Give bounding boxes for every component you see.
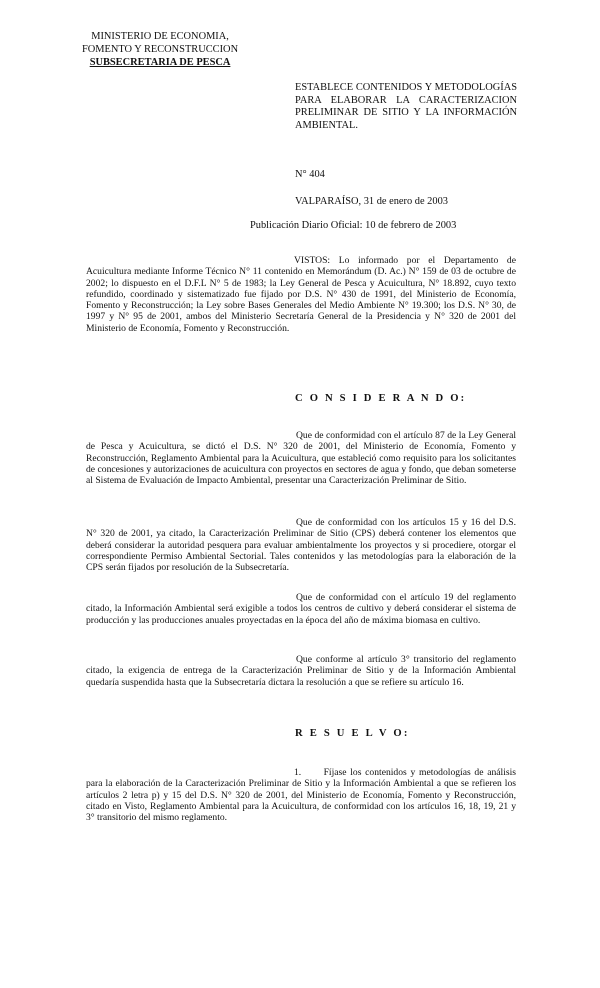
considerando-paragraph-4: Que conforme al artículo 3° transitorio del reglamento citado, la exigencia de entrega de la Caracterización Preliminar de Sitio y de la Información Ambiental quedaría suspendida hasta que la Subsecretaría dictara la resolución a que se refiere su artículo 16.	[86, 654, 516, 688]
ministry-line-2: FOMENTO Y RECONSTRUCCION	[82, 44, 239, 55]
resolution-title: ESTABLECE CONTENIDOS Y METODOLOGÍAS PARA ELABORAR LA CARACTERIZACION PRELIMINAR DE SITIO Y LA INFORMACIÓN AMBIENTAL.	[295, 82, 517, 131]
resuelvo-heading: R E S U E L V O:	[295, 728, 410, 739]
ministry-line-1: MINISTERIO DE ECONOMIA,	[91, 31, 229, 42]
vistos-paragraph: VISTOS: Lo informado por el Departamento de Acuicultura mediante Informe Técnico N° 11 contenido en Memorándum (D. Ac.) N° 159 de 03 de octubre de 2002; lo dispuesto en el D.F.L N° 5 de 1983; la Ley General de Pesca y Acuicultura, N° 18.892, cuyo texto refundido, coordinado y sistematizado fue fijado por D.S. N° 430 de 1991, del Ministerio de Economía, Fomento y Reconstrucción; la Ley sobre Bases Generales del Medio Ambiente N° 19.300; los D.S. N° 30, de 1997 y N° 95 de 2001, ambos del Ministerio Secretaría General de la Presidencia y N° 320 de 2001 del Ministerio de Economía, Fomento y Reconstrucción.	[86, 255, 516, 334]
letterhead	[82, 30, 238, 69]
subsecretaria-line: SUBSECRETARIA DE PESCA	[89, 57, 231, 68]
publication-date: Publicación Diario Oficial: 10 de febrero de 2003	[250, 220, 457, 231]
resolution-number: N° 404	[295, 169, 325, 180]
considerando-paragraph-3: Que de conformidad con el artículo 19 del reglamento citado, la Información Ambiental será exigible a todos los centros de cultivo y deberá considerar el sistema de producción y las producciones anuales proyectadas en la época del año de máxima biomasa en cultivo.	[86, 592, 516, 626]
considerando-paragraph-2: Que de conformidad con los artículos 15 y 16 del D.S. N° 320 de 2001, ya citado, la Caracterización Preliminar de Sitio (CPS) deberá contener los elementos que deberá considerar la autoridad pesquera para evaluar ambientalmente los proyectos y si procediere, otorgar el correspondiente Permiso Ambiental Sectorial. Tales contenidos y las metodologías para la elaboración de la CPS serán fijados por resolución de la Subsecretaría.	[86, 517, 516, 574]
considerando-heading: C O N S I D E R A N D O:	[295, 393, 467, 404]
resuelvo-item-1: 1. Fíjase los contenidos y metodologías de análisis para la elaboración de la Caracterización Preliminar de Sitio y la Información Ambiental a que se refieren los artículos 2 letra p) y 15 del D.S. N° 320 de 2001, del Ministerio de Economía, Fomento y Reconstrucción, citado en Visto, Reglamento Ambiental para la Acuicultura, de conformidad con los artículos 16, 18, 19, 21 y 3° transitorio del mismo reglamento.	[86, 767, 519, 824]
considerando-paragraph-1: Que de conformidad con el artículo 87 de la Ley General de Pesca y Acuicultura, se dictó el D.S. N° 320 de 2001, del Ministerio de Economía, Fomento y Reconstrucción, Reglamento Ambiental para la Acuicultura, que estableció como requisito para los solicitantes de concesiones y autorizaciones de acuicultura con proyectos en sectores de agua y fondo, que deban someterse al Sistema de Evaluación de Impacto Ambiental, presentar una Caracterización Preliminar de Sitio.	[86, 430, 516, 487]
place-date: VALPARAÍSO, 31 de enero de 2003	[295, 196, 448, 207]
